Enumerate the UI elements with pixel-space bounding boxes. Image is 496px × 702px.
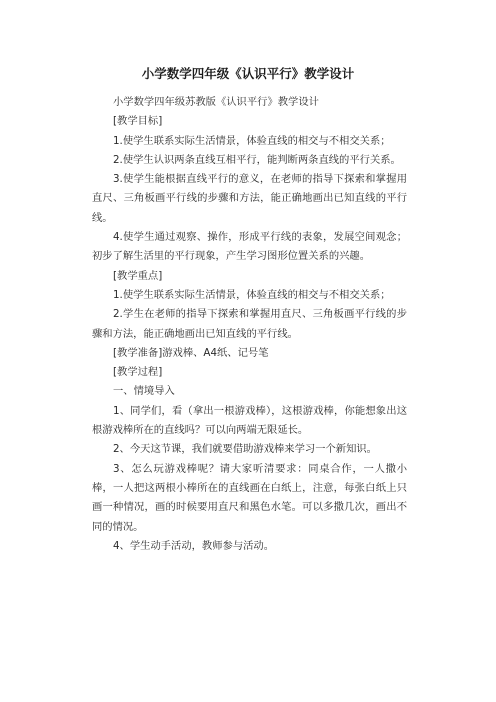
key-point-item-2: 2.学生在老师的指导下探索和掌握用直尺、三角板画平行线的步骤和方法，能正确地画出已知直线的平行线。 bbox=[92, 308, 407, 340]
section-heading-preparation: [教学准备]游戏棒、A4纸、记号笔 bbox=[113, 346, 269, 359]
process-step-3: 3、怎么玩游戏棒呢？请大家听清要求：同桌合作，一人撒小棒，一人把这两根小棒所在的直线画在白纸上，注意，每张白纸上只画一种情况，画的时候要用直尺和黑色水笔。可以多撒几次，画出不同的情况。 bbox=[92, 462, 407, 533]
goal-item-1: 1.使学生联系实际生活情景，体验直线的相交与不相交关系； bbox=[113, 134, 391, 147]
goal-item-3: 3.使学生能根据直线平行的意义，在老师的指导下探索和掌握用直尺、三角板画平行线的步骤和方法，能正确地画出已知直线的平行线。 bbox=[92, 173, 407, 224]
process-step-2: 2、今天这节课，我们就要借助游戏棒来学习一个新知识。 bbox=[113, 443, 377, 456]
process-step-4: 4、学生动手活动，教师参与活动。 bbox=[113, 539, 275, 552]
goal-item-2: 2.使学生认识两条直线互相平行，能判断两条直线的平行关系。 bbox=[113, 153, 401, 166]
process-step-1: 1、同学们，看（拿出一根游戏棒），这根游戏棒，你能想象出这根游戏棒所在的直线吗？可以向两端无限延长。 bbox=[92, 404, 407, 437]
section-heading-key-points: [教学重点] bbox=[113, 269, 163, 282]
document-title: 小学数学四年级《认识平行》教学设计 bbox=[141, 66, 355, 81]
section-heading-goals: [教学目标] bbox=[113, 115, 163, 128]
document-subtitle: 小学数学四年级苏教版《认识平行》教学设计 bbox=[113, 96, 319, 108]
section-heading-process: [教学过程] bbox=[113, 366, 163, 379]
document-body bbox=[92, 93, 407, 556]
key-point-item-1: 1.使学生联系实际生活情景，体验直线的相交与不相交关系； bbox=[113, 288, 391, 301]
goal-item-4: 4.使学生通过观察、操作，形成平行线的表象，发展空间观念；初步了解生活里的平行现象，产生学习图形位置关系的兴趣。 bbox=[92, 231, 407, 263]
subsection-heading-intro: 一、情境导入 bbox=[113, 385, 175, 398]
